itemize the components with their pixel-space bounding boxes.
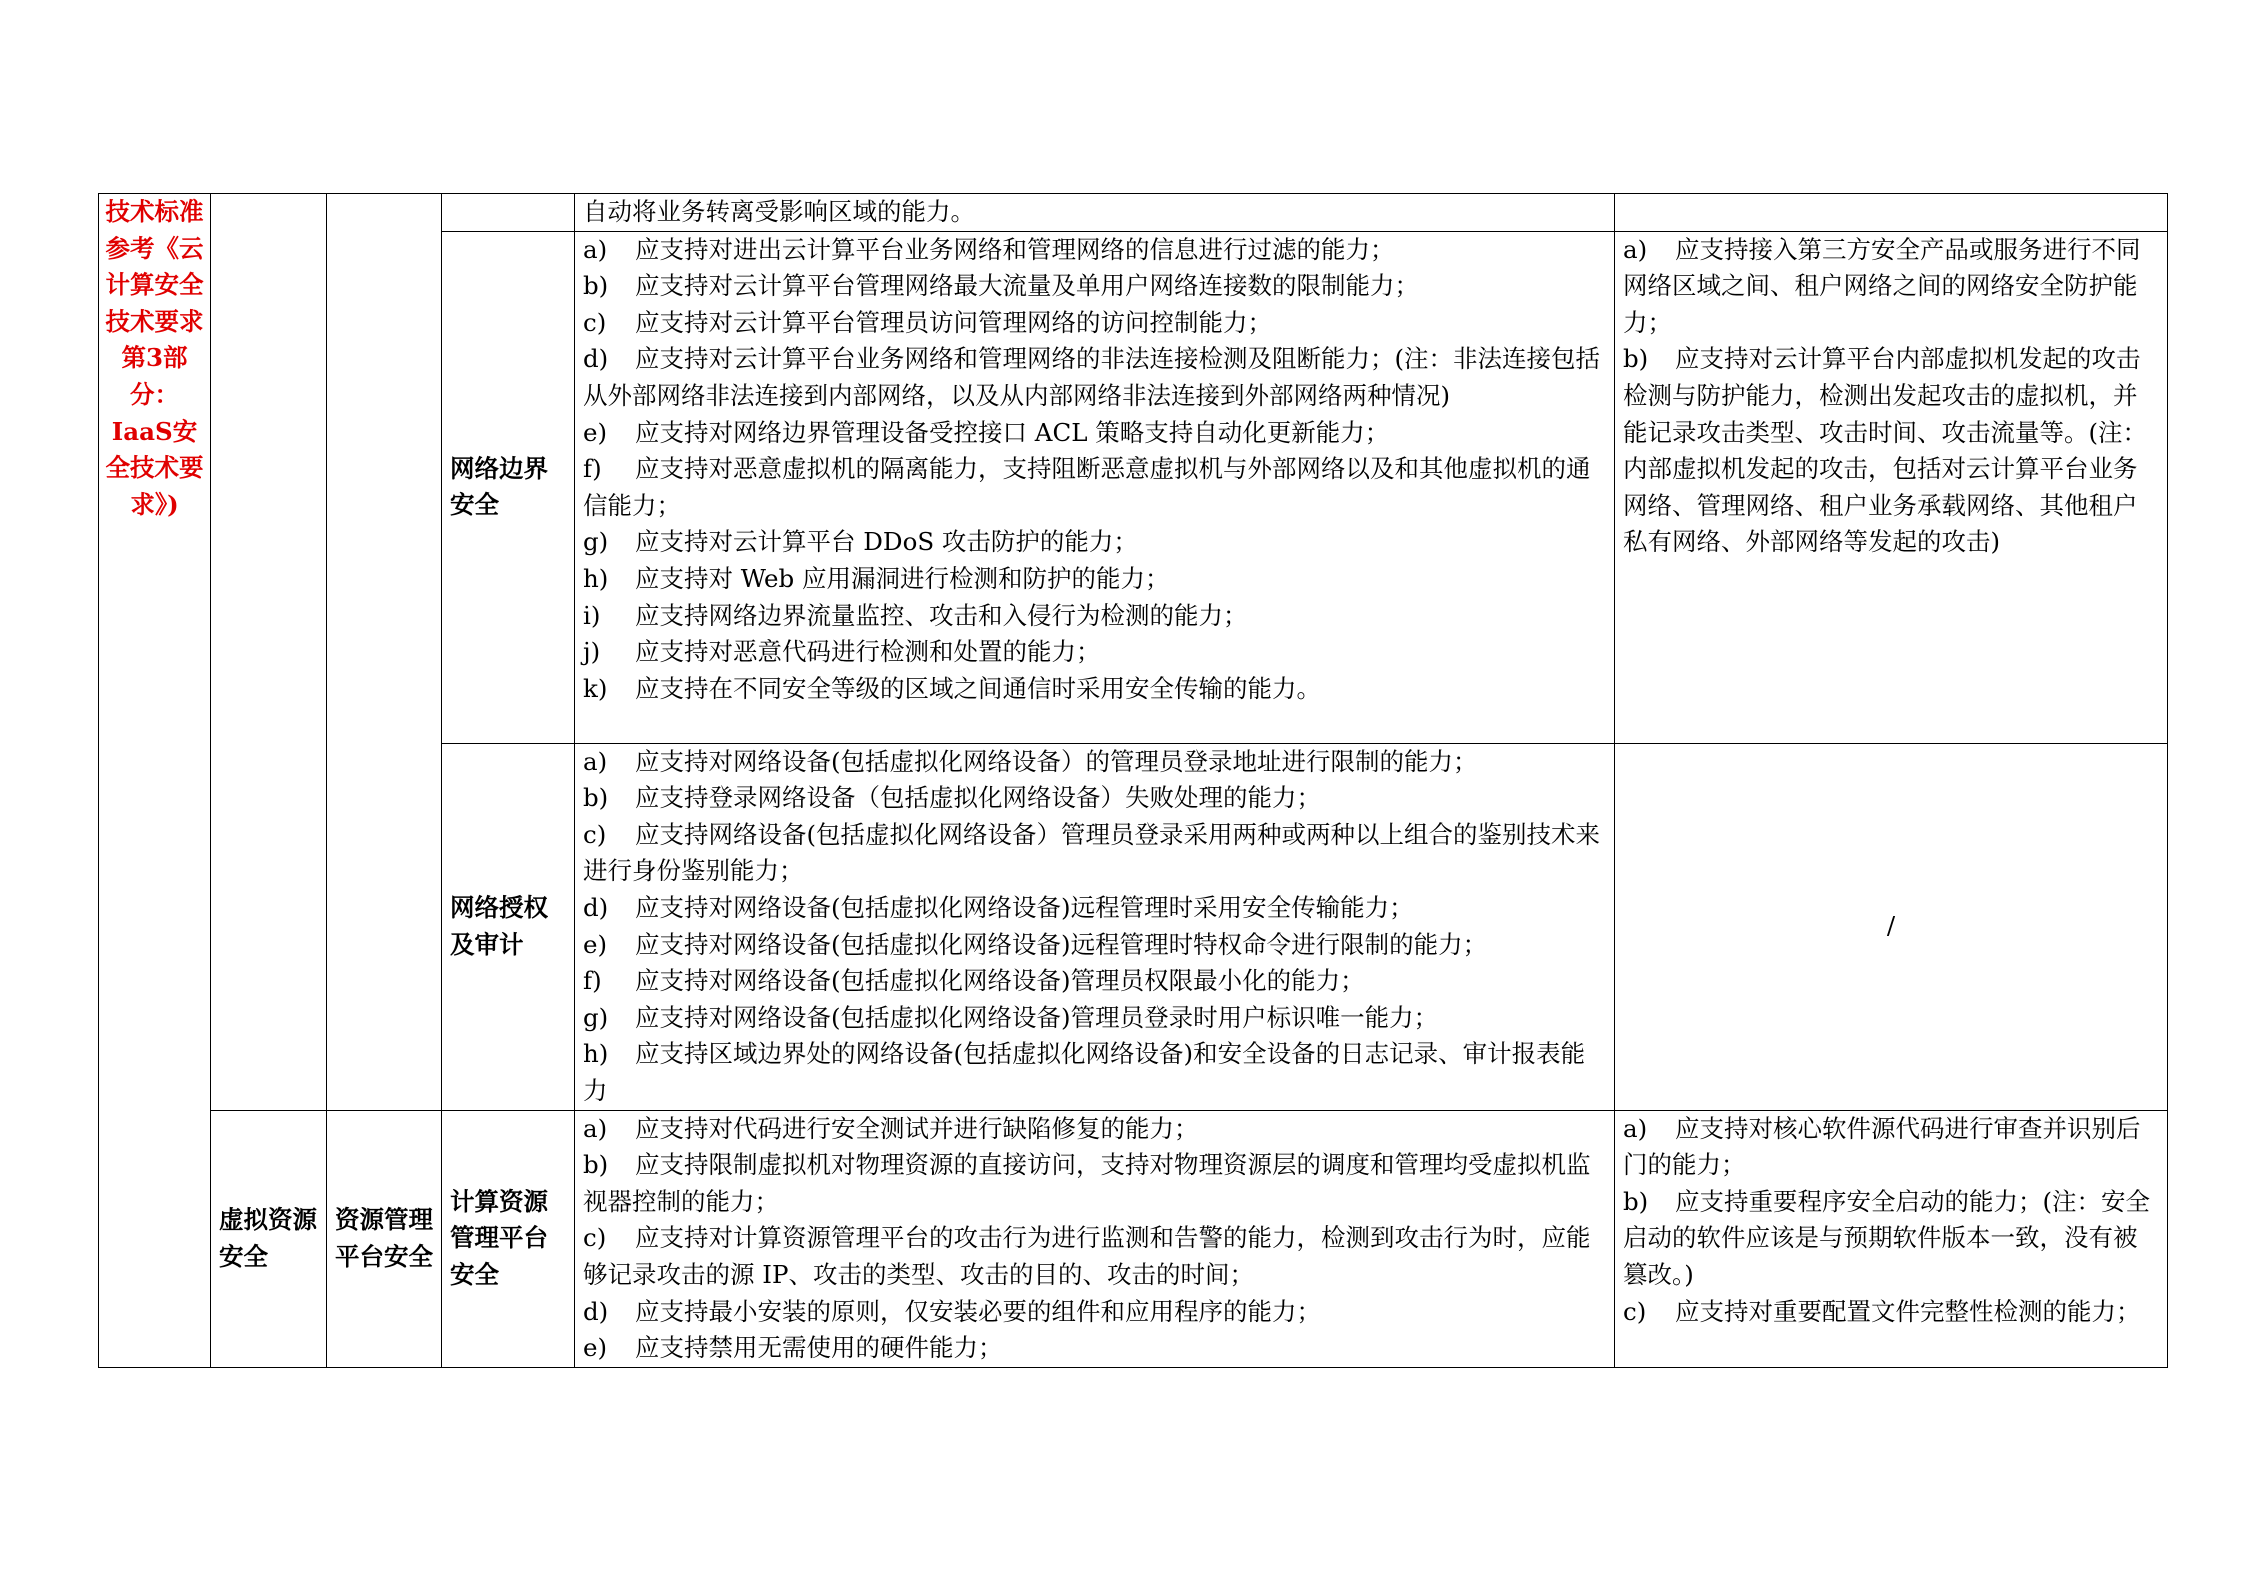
item-text: 应支持最小安装的原则，仅安装必要的组件和应用程序的能力； xyxy=(635,1296,1321,1326)
basic-requirements-cell xyxy=(575,231,1615,743)
requirement-list xyxy=(583,744,1606,1110)
requirement-item xyxy=(583,1147,1606,1220)
item-marker: e) xyxy=(583,1333,608,1363)
requirement-item xyxy=(583,634,1606,671)
category-cell xyxy=(211,1110,327,1367)
item-marker: d) xyxy=(583,892,609,922)
basic-requirements-cell xyxy=(575,1110,1615,1367)
requirement-item xyxy=(583,341,1606,414)
requirement-item xyxy=(1623,1184,2159,1294)
requirement-item xyxy=(583,1220,1606,1293)
item-marker: i) xyxy=(583,600,601,630)
item-text: 应支持登录网络设备（包括虚拟化网络设备）失败处理的能力； xyxy=(635,783,1321,813)
item-text: 应支持对网络设备(包括虚拟化网络设备）的管理员登录地址进行限制的能力； xyxy=(635,746,1478,776)
item-marker: a) xyxy=(583,1113,608,1143)
item-text: 应支持区域边界处的网络设备(包括虚拟化网络设备)和安全设备的日志记录、审计报表能力 xyxy=(583,1039,1586,1105)
item-text: 应支持对云计算平台管理网络最大流量及单用户网络连接数的限制能力； xyxy=(635,271,1419,301)
category-resource-platform: 资源管理平台安全 xyxy=(335,1205,433,1271)
empty-cell xyxy=(327,194,442,1111)
item-marker: e) xyxy=(583,929,608,959)
requirement-item xyxy=(583,963,1606,1000)
item-text: 应支持对代码进行安全测试并进行缺陷修复的能力； xyxy=(635,1113,1199,1143)
item-marker: f) xyxy=(583,966,602,996)
basic-requirements-cell xyxy=(575,743,1615,1110)
requirement-item xyxy=(583,817,1606,890)
category-compute-platform: 计算资源管理平台安全 xyxy=(450,1186,548,1289)
requirement-item xyxy=(583,561,1606,598)
item-marker: c) xyxy=(583,819,607,849)
item-text: 应支持对重要配置文件完整性检测的能力； xyxy=(1675,1296,2141,1326)
empty-cell xyxy=(1615,194,2168,232)
item-marker: d) xyxy=(583,344,609,374)
item-text: 应支持对恶意虚拟机的隔离能力，支持阻断恶意虚拟机与外部网络以及和其他虚拟机的通信能力； xyxy=(583,454,1591,520)
enhanced-requirements-cell xyxy=(1615,1110,2168,1367)
requirement-item xyxy=(1623,1111,2159,1184)
requirement-item xyxy=(583,1036,1606,1109)
requirement-item xyxy=(1623,341,2159,561)
requirement-list xyxy=(583,1111,1606,1367)
requirement-list xyxy=(583,232,1606,708)
item-text: 应支持对云计算平台管理员访问管理网络的访问控制能力； xyxy=(635,307,1272,337)
item-text: 应支持禁用无需使用的硬件能力； xyxy=(635,1333,1003,1363)
enhanced-requirements-cell xyxy=(1615,231,2168,743)
item-text: 应支持网络设备(包括虚拟化网络设备）管理员登录采用两种或两种以上组合的鉴别技术来进行身份鉴别能力； xyxy=(583,819,1601,886)
item-text: 应支持对云计算平台 DDoS 攻击防护的能力； xyxy=(635,527,1138,557)
item-text: 应支持对恶意代码进行检测和处置的能力； xyxy=(635,637,1101,667)
item-text: 应支持对核心软件源代码进行审查并识别后门的能力； xyxy=(1623,1113,2141,1180)
empty-cell xyxy=(442,194,575,232)
item-text: 应支持对 Web 应用漏洞进行检测和防护的能力； xyxy=(635,563,1170,593)
requirement-item xyxy=(583,1294,1606,1331)
continuation-cell xyxy=(575,194,1615,232)
requirement-item xyxy=(1623,1294,2159,1331)
item-text: 应支持对网络边界管理设备受控接口 ACL 策略支持自动化更新能力； xyxy=(635,417,1390,447)
item-marker: a) xyxy=(1623,234,1648,264)
item-marker: b) xyxy=(583,783,609,813)
requirement-item xyxy=(583,305,1606,342)
item-text: 应支持重要程序安全启动的能力；(注：安全启动的软件应该是与预期软件版本一致，没有被篡改。) xyxy=(1623,1186,2151,1289)
item-marker: b) xyxy=(1623,1186,1649,1216)
standard-reference: 技术标准参考《云计算安全技术要求第3部分：IaaS安全技术要求》) xyxy=(105,197,204,519)
category-network-boundary: 网络边界安全 xyxy=(450,453,548,520)
table-row xyxy=(99,194,2168,232)
requirement-item xyxy=(583,927,1606,964)
standard-reference-cell xyxy=(99,194,211,1368)
item-marker: h) xyxy=(583,563,609,593)
continuation-text: 自动将业务转离受影响区域的能力。 xyxy=(583,197,975,226)
category-cell xyxy=(327,1110,442,1367)
item-text: 应支持对计算资源管理平台的攻击行为进行监测和告警的能力，检测到攻击行为时，应能够记录攻击的源 IP、攻击的类型、攻击的目的、攻击的时间； xyxy=(583,1223,1591,1289)
item-marker: a) xyxy=(583,234,608,264)
item-marker: g) xyxy=(583,1002,609,1032)
item-marker: b) xyxy=(583,271,609,301)
requirement-item xyxy=(583,451,1606,524)
item-text: 应支持对网络设备(包括虚拟化网络设备)远程管理时采用安全传输能力； xyxy=(635,892,1414,922)
table-row xyxy=(99,1110,2168,1367)
requirement-item xyxy=(583,1000,1606,1037)
requirement-item xyxy=(583,268,1606,305)
item-marker: c) xyxy=(1623,1296,1647,1326)
item-text: 应支持对云计算平台业务网络和管理网络的非法连接检测及阻断能力；(注：非法连接包括从外部网络非法连接到内部网络，以及从内部网络非法连接到外部网络两种情况) xyxy=(583,344,1601,410)
item-marker: e) xyxy=(583,417,608,447)
category-virtual-resource: 虚拟资源安全 xyxy=(219,1205,317,1271)
not-applicable-mark: / xyxy=(1886,911,1896,941)
requirement-item xyxy=(583,744,1606,781)
enhanced-requirements-cell xyxy=(1615,743,2168,1110)
item-marker: h) xyxy=(583,1039,609,1069)
requirement-item xyxy=(583,524,1606,561)
requirement-item xyxy=(583,890,1606,927)
item-text: 应支持对网络设备(包括虚拟化网络设备)管理员权限最小化的能力； xyxy=(635,966,1365,996)
category-network-auth-audit: 网络授权及审计 xyxy=(450,892,548,959)
requirement-item xyxy=(583,1111,1606,1148)
item-marker: k) xyxy=(583,673,608,703)
empty-cell xyxy=(211,194,327,1111)
category-cell xyxy=(442,1110,575,1367)
requirement-item xyxy=(583,598,1606,635)
category-cell xyxy=(442,743,575,1110)
item-text: 应支持接入第三方安全产品或服务进行不同网络区域之间、租户网络之间的网络安全防护能力； xyxy=(1623,234,2141,337)
requirement-item xyxy=(583,232,1606,269)
item-text: 应支持对网络设备(包括虚拟化网络设备)管理员登录时用户标识唯一能力； xyxy=(635,1002,1439,1032)
item-text: 应支持限制虚拟机对物理资源的直接访问，支持对物理资源层的调度和管理均受虚拟机监视器控制的能力； xyxy=(583,1150,1591,1216)
requirement-item xyxy=(1623,232,2159,342)
item-marker: b) xyxy=(583,1150,609,1180)
item-marker: d) xyxy=(583,1296,609,1326)
item-marker: a) xyxy=(1623,1113,1648,1143)
item-text: 应支持网络边界流量监控、攻击和入侵行为检测的能力； xyxy=(635,600,1248,630)
item-marker: b) xyxy=(1623,344,1649,374)
item-text: 应支持在不同安全等级的区域之间通信时采用安全传输的能力。 xyxy=(635,673,1321,703)
item-marker: c) xyxy=(583,307,607,337)
item-marker: g) xyxy=(583,527,609,557)
item-text: 应支持对网络设备(包括虚拟化网络设备)远程管理时特权命令进行限制的能力； xyxy=(635,929,1488,959)
requirements-table xyxy=(98,193,2168,1368)
requirement-item xyxy=(583,1330,1606,1367)
item-marker: a) xyxy=(583,746,608,776)
item-text: 应支持对云计算平台内部虚拟机发起的攻击检测与防护能力，检测出发起攻击的虚拟机，并能记录攻击类型、攻击时间、攻击流量等。(注：内部虚拟机发起的攻击，包括对云计算平台业务网络、管理网络、租户业务承载网络、其他租户私有网络、外部网络等发起的攻击) xyxy=(1623,344,2148,557)
item-marker: c) xyxy=(583,1223,607,1253)
requirement-list xyxy=(1623,1111,2159,1331)
item-text: 应支持对进出云计算平台业务网络和管理网络的信息进行过滤的能力； xyxy=(635,234,1395,264)
requirement-item xyxy=(583,671,1606,708)
requirement-item xyxy=(583,780,1606,817)
category-cell xyxy=(442,231,575,743)
item-marker: j) xyxy=(583,637,601,667)
requirement-list xyxy=(1623,232,2159,561)
requirement-item xyxy=(583,415,1606,452)
item-marker: f) xyxy=(583,454,602,484)
